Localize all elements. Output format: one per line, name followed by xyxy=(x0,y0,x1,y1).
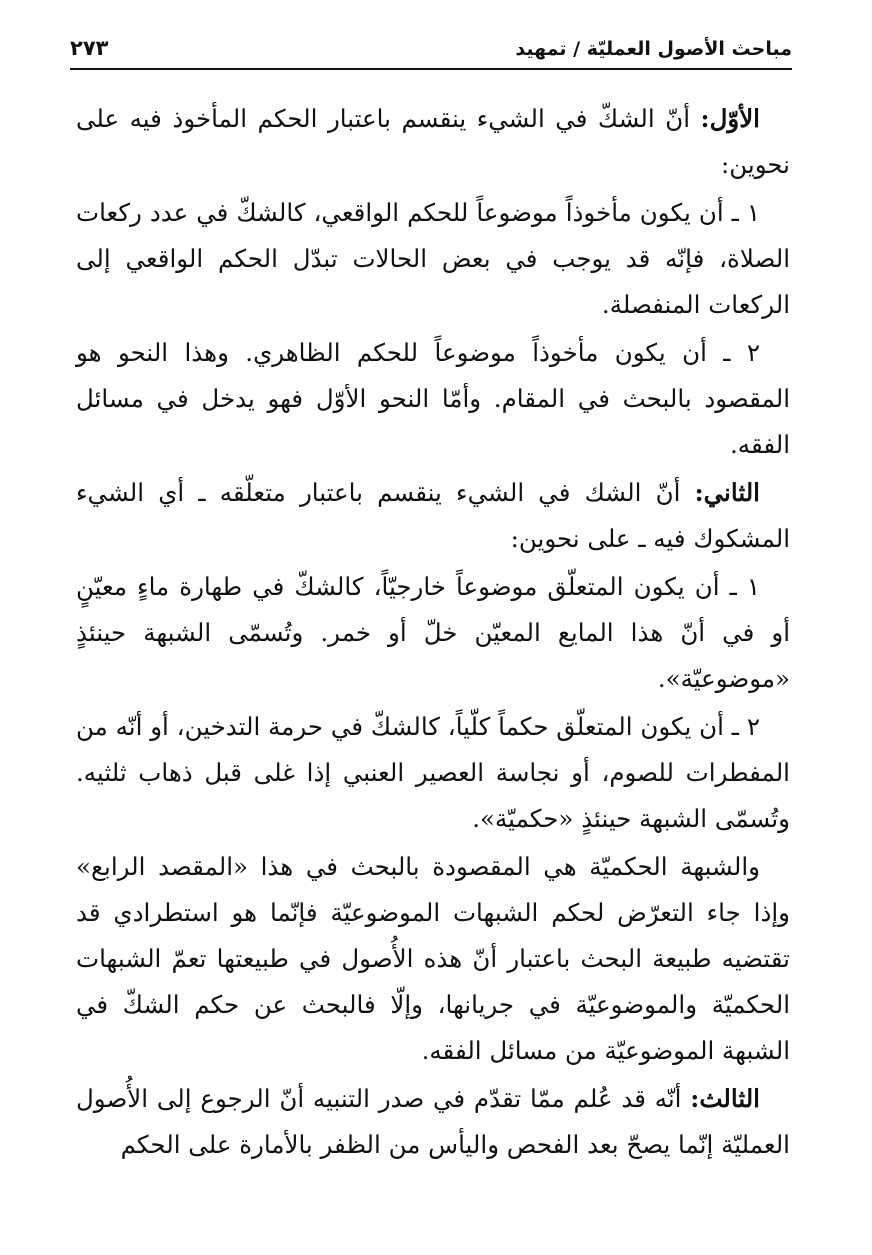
paragraph-first-point xyxy=(76,96,790,188)
paragraph-item xyxy=(76,190,790,328)
point-lead: الثالث: xyxy=(690,1084,760,1113)
running-title: مباحث الأصول العمليّة / تمهيد xyxy=(515,38,792,60)
paragraph-second-point xyxy=(76,470,790,562)
page-number: ٢٧٣ xyxy=(70,36,109,60)
paragraph-text: أنّه قد عُلم ممّا تقدّم في صدر التنبيه أنّ الرجوع إلى الأُصول العمليّة إنّما يصحّ بعد الفحص واليأس من الظفر بالأمارة على الحكم xyxy=(76,1084,790,1159)
paragraph-item xyxy=(76,564,790,702)
paragraph-text: والشبهة الحكميّة هي المقصودة بالبحث في هذا «المقصد الرابع» وإذا جاء التعرّض لحكم الشبهات الموضوعيّة فإنّما هو استطرادي قد تقتضيه طبيعة البحث باعتبار أنّ هذه الأُصول في طبيعتها تعمّ الشبهات الحكميّة والموضوعيّة في جريانها، وإلّا فالبحث عن حكم الشكّ في الشبهة الموضوعيّة من مسائل الفقه. xyxy=(76,852,790,1065)
paragraph-item xyxy=(76,330,790,468)
paragraph-text: ١ ـ أن يكون مأخوذاً موضوعاً للحكم الواقعي، كالشكّ في عدد ركعات الصلاة، فإنّه قد يوجب في بعض الحالات تبدّل الحكم الواقعي إلى الركعات المنفصلة. xyxy=(76,198,790,319)
paragraph-text: ٢ ـ أن يكون مأخوذاً موضوعاً للحكم الظاهري. وهذا النحو هو المقصود بالبحث في المقام. وأمّا النحو الأوّل فهو يدخل في مسائل الفقه. xyxy=(76,338,790,459)
paragraph-third-point xyxy=(76,1076,790,1168)
page-header xyxy=(70,34,792,70)
paragraph-text: أنّ الشك في الشيء ينقسم باعتبار متعلّقه ـ أي الشيء المشكوك فيه ـ على نحوين: xyxy=(76,478,790,553)
paragraph-text: ٢ ـ أن يكون المتعلّق حكماً كلّياً، كالشكّ في حرمة التدخين، أو أنّه من المفطرات للصوم، أو نجاسة العصير العنبي إذا غلى قبل ذهاب ثلثيه. وتُسمّى الشبهة حينئذٍ «حكميّة». xyxy=(76,712,790,833)
point-lead: الثاني: xyxy=(694,478,760,507)
paragraph xyxy=(76,844,790,1074)
paragraph-text: أنّ الشكّ في الشيء ينقسم باعتبار الحكم المأخوذ فيه على نحوين: xyxy=(76,104,790,179)
paragraph-item xyxy=(76,704,790,842)
main-text xyxy=(76,96,790,1170)
point-lead: الأوّل: xyxy=(700,104,760,133)
paragraph-text: ١ ـ أن يكون المتعلّق موضوعاً خارجيّاً، كالشكّ في طهارة ماءٍ معيّنٍ أو في أنّ هذا المايع المعيّن خلّ أو خمر. وتُسمّى الشبهة حينئذٍ «موضوعيّة». xyxy=(76,572,790,693)
